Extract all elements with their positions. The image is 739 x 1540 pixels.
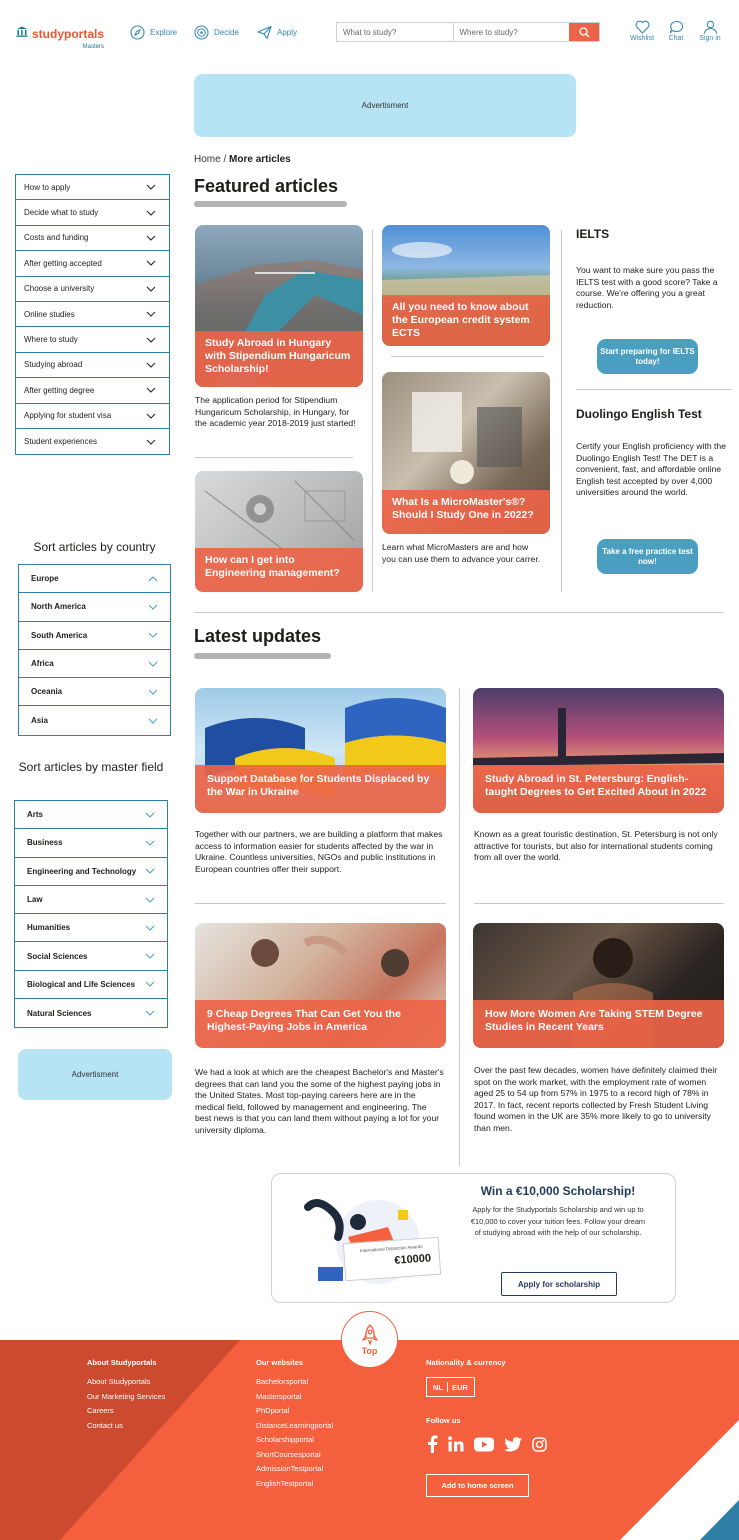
field-item[interactable]: Business bbox=[15, 829, 167, 857]
field-item[interactable]: Humanities bbox=[15, 914, 167, 942]
footer-link[interactable]: Contact us bbox=[87, 1420, 123, 1430]
card-title: Study Abroad in Hungary with Stipendium Hungaricum Scholarship! bbox=[195, 331, 363, 387]
menu-item[interactable]: Decide what to study bbox=[16, 200, 169, 225]
article-card-women-stem[interactable] bbox=[473, 923, 724, 1048]
scholarship-banner bbox=[271, 1173, 676, 1303]
duolingo-button[interactable]: Take a free practice test now! bbox=[597, 539, 698, 574]
youtube-icon[interactable] bbox=[474, 1437, 494, 1452]
duolingo-text: Certify your English proficiency with the Duolingo English Test! The DET is a convenient, fast, and affordable online English test accepted by over 4,000 universities around the world. bbox=[576, 441, 726, 497]
card-title: All you need to know about the European credit system ECTS bbox=[382, 295, 550, 346]
advertisement-side[interactable]: Advertisment bbox=[18, 1049, 172, 1100]
twitter-icon[interactable] bbox=[504, 1437, 522, 1452]
article-card-st-petersburg[interactable] bbox=[473, 688, 724, 813]
article-card-micromasters[interactable] bbox=[382, 372, 550, 534]
divider bbox=[195, 457, 353, 458]
column-divider bbox=[372, 230, 373, 592]
scholarship-text: Apply for the Studyportals Scholarship and win up to €10,000 to cover your tuition fees. Follow your dream of studying abroad with the help of our scholarship. bbox=[470, 1205, 646, 1237]
brand-name: studyportals bbox=[32, 27, 105, 41]
footer-follow: Follow us bbox=[426, 1416, 547, 1453]
featured-title: Featured articles bbox=[194, 176, 339, 196]
ielts-button[interactable]: Start preparing for IELTS today! bbox=[597, 339, 698, 374]
menu-item[interactable]: Applying for student visa bbox=[16, 404, 169, 429]
chat-button[interactable]: Chat bbox=[661, 20, 691, 42]
menu-item[interactable]: Choose a university bbox=[16, 277, 169, 302]
chevron-down-icon bbox=[146, 184, 156, 190]
target-icon bbox=[194, 25, 209, 40]
chevron-down-icon bbox=[148, 718, 158, 724]
country-item[interactable]: North America bbox=[19, 593, 170, 621]
article-card-ects[interactable] bbox=[382, 225, 550, 346]
add-to-home-button[interactable]: Add to home screen bbox=[426, 1474, 529, 1497]
duolingo-title: Duolingo English Test bbox=[576, 407, 702, 421]
instagram-icon[interactable] bbox=[532, 1437, 547, 1452]
chevron-down-icon bbox=[148, 632, 158, 638]
chevron-down-icon bbox=[148, 689, 158, 695]
menu-item[interactable]: Student experiences bbox=[16, 429, 169, 454]
card-desc: Over the past few decades, women have definitely claimed their spot on the work market, with the employment rate of women aged 25 to 54 up from 57% in 1975 to a record high of 78% in 2017. In fact, recent reports collected by Fresh Student Living found women in the UK are 35% more likely to go to university than men. bbox=[474, 1065, 718, 1133]
field-item[interactable]: Arts bbox=[15, 801, 167, 829]
rocket-icon bbox=[362, 1324, 378, 1346]
title-underline bbox=[194, 201, 347, 207]
paper-plane-icon bbox=[257, 25, 272, 40]
search-button[interactable] bbox=[569, 23, 599, 41]
menu-item[interactable]: Costs and funding bbox=[16, 226, 169, 251]
card-desc: We had a look at which are the cheapest Bachelor's and Master's degrees that can land you the some of the highest paying jobs in the United States. Most top-paying careers here are in the medical field, followed by management and engineering. The best news is that you can land them without paying a lot for your university diploma. bbox=[195, 1067, 444, 1135]
column-divider bbox=[459, 688, 460, 1166]
footer-nationality: Nationality & currency NL EUR bbox=[426, 1358, 506, 1397]
footer-link[interactable]: Mastersportal bbox=[256, 1391, 302, 1401]
sort-country-title: Sort articles by country bbox=[33, 540, 156, 554]
section-divider bbox=[194, 612, 724, 613]
footer-link[interactable]: ShortCoursesportal bbox=[256, 1449, 321, 1459]
article-card-cheap-degrees[interactable] bbox=[195, 923, 446, 1048]
back-to-top-button[interactable]: Top bbox=[341, 1311, 398, 1368]
chevron-down-icon bbox=[148, 604, 158, 610]
compass-icon bbox=[130, 25, 145, 40]
field-item[interactable]: Natural Sciences bbox=[15, 999, 167, 1027]
footer-link[interactable]: Careers bbox=[87, 1406, 114, 1415]
footer-link[interactable]: About Studyportals bbox=[87, 1377, 151, 1386]
user-icon bbox=[703, 20, 718, 34]
card-title: 9 Cheap Degrees That Can Get You the Highest-Paying Jobs in America bbox=[195, 1000, 446, 1048]
award-card: International Distinction Awards €10000 bbox=[343, 1237, 441, 1282]
nav-apply[interactable]: Apply bbox=[257, 25, 297, 40]
card-desc: Together with our partners, we are building a platform that makes access to information easier for students affected by the war in Ukraine. Countless universities, NGOs and public institutions in European countries offer their support. bbox=[195, 829, 443, 874]
search-icon bbox=[579, 27, 590, 38]
chevron-up-icon bbox=[148, 576, 158, 582]
chevron-down-icon bbox=[146, 311, 156, 317]
chevron-down-icon bbox=[146, 260, 156, 266]
advertisement-banner[interactable]: Advertisment bbox=[194, 74, 576, 137]
card-title: Study Abroad in St. Petersburg: English-taught Degrees to Get Excited About in 2022 bbox=[473, 765, 724, 813]
studyportals-logo-icon bbox=[16, 26, 28, 37]
search-what-input[interactable]: What to study? bbox=[337, 23, 454, 41]
sort-field-title: Sort articles by master field bbox=[18, 760, 164, 774]
chevron-down-icon bbox=[145, 868, 155, 874]
chevron-down-icon bbox=[145, 1010, 155, 1016]
sort-country-list bbox=[18, 564, 171, 736]
chevron-down-icon bbox=[146, 210, 156, 216]
chevron-down-icon bbox=[146, 362, 156, 368]
award-amount: €10000 bbox=[393, 1252, 432, 1267]
chat-icon bbox=[669, 20, 684, 34]
search-bar bbox=[336, 22, 600, 42]
nationality-currency-selector[interactable]: NL EUR bbox=[426, 1377, 475, 1397]
chevron-down-icon bbox=[145, 981, 155, 987]
site-header bbox=[0, 0, 739, 66]
card-title: Support Database for Students Displaced by the War in Ukraine bbox=[195, 765, 446, 813]
divider bbox=[576, 389, 732, 390]
menu-item[interactable]: Studying abroad bbox=[16, 353, 169, 378]
ielts-text: You want to make sure you pass the IELTS test with a good score? Take a course. We're offering you a great reduction. bbox=[576, 265, 718, 310]
card-title: How More Women Are Taking STEM Degree Studies in Recent Years bbox=[473, 1000, 724, 1048]
chevron-down-icon bbox=[146, 286, 156, 292]
card-title: What Is a MicroMaster's®? Should I Study One in 2022? bbox=[382, 490, 550, 534]
chevron-down-icon bbox=[145, 953, 155, 959]
country-item[interactable]: Africa bbox=[19, 650, 170, 678]
nav-decide[interactable]: Decide bbox=[194, 25, 239, 40]
menu-item[interactable]: After getting accepted bbox=[16, 251, 169, 276]
logo[interactable] bbox=[16, 25, 104, 50]
chevron-down-icon bbox=[145, 925, 155, 931]
field-item[interactable]: Social Sciences bbox=[15, 942, 167, 970]
facebook-icon[interactable] bbox=[426, 1435, 438, 1453]
linkedin-icon[interactable] bbox=[448, 1436, 464, 1452]
menu-item[interactable]: Where to study bbox=[16, 327, 169, 352]
chevron-down-icon bbox=[146, 387, 156, 393]
country-item[interactable]: South America bbox=[19, 622, 170, 650]
search-where-input[interactable]: Where to study? bbox=[459, 28, 518, 37]
scholarship-title: Win a €10,000 Scholarship! bbox=[480, 1184, 636, 1198]
topic-menu bbox=[15, 174, 170, 455]
chevron-down-icon bbox=[148, 661, 158, 667]
article-card-engineering[interactable] bbox=[195, 471, 363, 592]
footer-link[interactable]: EnglishTestportal bbox=[256, 1478, 314, 1488]
nav-explore[interactable]: Explore bbox=[130, 25, 177, 40]
sign-in-button[interactable]: Sign in bbox=[695, 20, 725, 42]
divider bbox=[195, 903, 446, 904]
site-footer bbox=[0, 1340, 739, 1540]
sort-field-list bbox=[14, 800, 168, 1028]
chevron-down-icon bbox=[146, 235, 156, 241]
menu-item[interactable]: Online studies bbox=[16, 302, 169, 327]
brand-sub: Masters bbox=[82, 44, 105, 50]
footer-about: About Studyportals About Studyportals Our Marketing Services Careers Contact us bbox=[87, 1358, 166, 1430]
menu-item[interactable]: After getting degree bbox=[16, 378, 169, 403]
chevron-down-icon bbox=[145, 812, 155, 818]
article-card-ukraine[interactable] bbox=[195, 688, 446, 813]
footer-websites: Our websites Bachelorsportal Mastersportal PhDportal DistanceLearningportal Scholarshipportal ShortCoursesportal AdmissionTestportal EnglishTestportal bbox=[256, 1358, 334, 1488]
footer-link[interactable]: Our Marketing Services bbox=[87, 1391, 166, 1401]
chevron-down-icon bbox=[146, 439, 156, 445]
field-item[interactable]: Biological and Life Sciences bbox=[15, 971, 167, 999]
breadcrumb-current: More articles bbox=[229, 154, 291, 165]
card-desc: The application period for Stipendium Hungaricum Scholarship, in Hungary, for the academic year 2018-2019 just started! bbox=[195, 395, 356, 428]
divider bbox=[391, 356, 544, 357]
apply-scholarship-button[interactable]: Apply for scholarship bbox=[501, 1272, 617, 1296]
footer-link[interactable]: DistanceLearningportal bbox=[256, 1420, 334, 1430]
menu-item[interactable]: How to apply bbox=[16, 175, 169, 200]
title-underline bbox=[194, 653, 331, 659]
card-desc: Learn what MicroMasters are and how you can use them to advance your carrer. bbox=[382, 542, 541, 564]
footer-link[interactable]: PhDportal bbox=[256, 1406, 290, 1415]
country-item-europe[interactable]: Europe bbox=[19, 565, 170, 593]
ielts-title: IELTS bbox=[576, 227, 610, 241]
column-divider bbox=[561, 230, 562, 592]
field-item[interactable]: Law bbox=[15, 886, 167, 914]
chevron-down-icon bbox=[146, 413, 156, 419]
chevron-down-icon bbox=[146, 337, 156, 343]
card-title: How can I get into Engineering management? bbox=[195, 548, 363, 592]
card-desc: Known as a great touristic destination, St. Petersburg is not only attractive for tourists, but also for international students coming from all over the world. bbox=[474, 829, 718, 862]
wishlist-button[interactable]: Wishlist bbox=[627, 20, 657, 42]
footer-link[interactable]: Bachelorsportal bbox=[256, 1377, 309, 1386]
breadcrumb: Home / More articles bbox=[194, 154, 291, 165]
footer-link[interactable]: AdmissionTestportal bbox=[256, 1464, 324, 1473]
article-card-hungary[interactable] bbox=[195, 225, 363, 387]
breadcrumb-home[interactable]: Home bbox=[194, 154, 221, 165]
latest-title: Latest updates bbox=[194, 626, 322, 646]
footer-link[interactable]: Scholarshipportal bbox=[256, 1435, 314, 1444]
country-item[interactable]: Asia bbox=[19, 706, 170, 734]
chevron-down-icon bbox=[145, 897, 155, 903]
heart-icon bbox=[635, 20, 650, 34]
field-item[interactable]: Engineering and Technology bbox=[15, 858, 167, 886]
divider bbox=[474, 903, 724, 904]
country-item[interactable]: Oceania bbox=[19, 678, 170, 706]
chevron-down-icon bbox=[145, 840, 155, 846]
